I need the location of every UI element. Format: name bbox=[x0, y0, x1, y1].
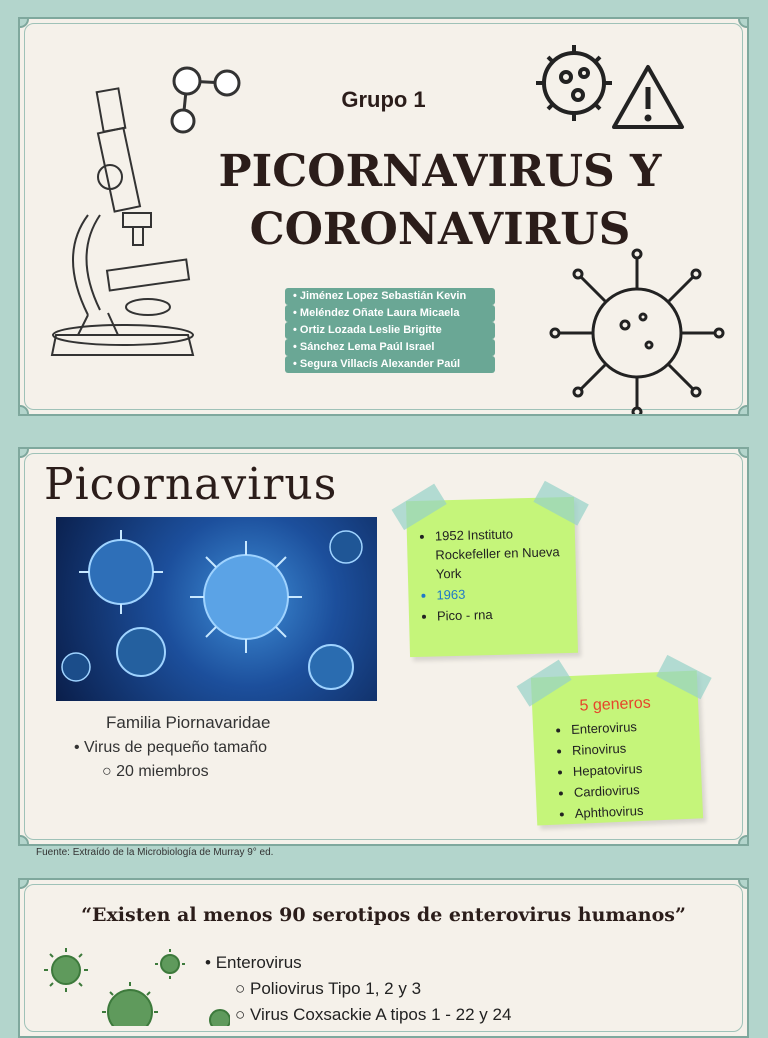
member-item: • Jiménez Lopez Sebastián Kevin bbox=[285, 288, 495, 305]
title-line-2: CORONAVIRUS bbox=[249, 204, 631, 255]
list-item: • Enterovirus bbox=[205, 953, 302, 972]
group-label: Grupo 1 bbox=[341, 87, 426, 112]
sticky-note-history bbox=[406, 497, 578, 657]
list-item: • Aphthovirus bbox=[574, 798, 703, 823]
list-subitem: ○ 20 miembros bbox=[102, 763, 209, 780]
virus-cluster-icon bbox=[40, 946, 230, 1026]
slide-title: Picornavirus bbox=[44, 459, 338, 510]
member-item: • Ortiz Lozada Leslie Brigitte bbox=[285, 322, 495, 339]
virus-image bbox=[56, 517, 377, 701]
list-item: • Rinovirus bbox=[572, 735, 701, 760]
main-title bbox=[170, 143, 710, 259]
list-subitem: ○ Poliovirus Tipo 1, 2 y 3 bbox=[235, 979, 422, 998]
list-item: • Pico - rna bbox=[437, 603, 563, 625]
picornavirus-slide bbox=[18, 447, 749, 846]
enterovirus-slide bbox=[18, 878, 749, 1038]
list-item: • 1963 bbox=[436, 582, 562, 604]
list-item: • 1952 Instituto Rockefeller en Nueva York bbox=[435, 523, 562, 583]
list-item: • Hepatovirus bbox=[573, 756, 702, 781]
family-label: Familia Piornavaridae bbox=[106, 713, 271, 732]
list-item: • Virus de pequeño tamaño bbox=[74, 739, 267, 756]
list-item: • Cardiovirus bbox=[573, 777, 702, 802]
quote-heading: “Existen al menos 90 serotipos de enterovirus humanos” bbox=[81, 904, 686, 926]
sticky-note-genera bbox=[531, 670, 703, 825]
source-caption: Fuente: Extraído de la Microbiología de Murray 9° ed. bbox=[36, 847, 274, 858]
coronavirus-icon bbox=[545, 247, 730, 416]
member-list bbox=[285, 288, 495, 373]
genera-title: 5 generos bbox=[579, 694, 652, 715]
member-item: • Segura Villacís Alexander Paúl bbox=[285, 356, 495, 373]
list-item: • Enterovirus bbox=[571, 714, 700, 739]
feature-list bbox=[74, 739, 267, 787]
member-item: • Sánchez Lema Paúl Israel bbox=[285, 339, 495, 356]
title-line-1: PICORNAVIRUS Y bbox=[218, 146, 662, 197]
member-item: • Meléndez Oñate Laura Micaela bbox=[285, 305, 495, 322]
enterovirus-list bbox=[205, 950, 511, 1028]
title-slide bbox=[18, 17, 749, 416]
list-subitem: ○ Virus Coxsackie A tipos 1 - 22 y 24 bbox=[235, 1005, 512, 1024]
